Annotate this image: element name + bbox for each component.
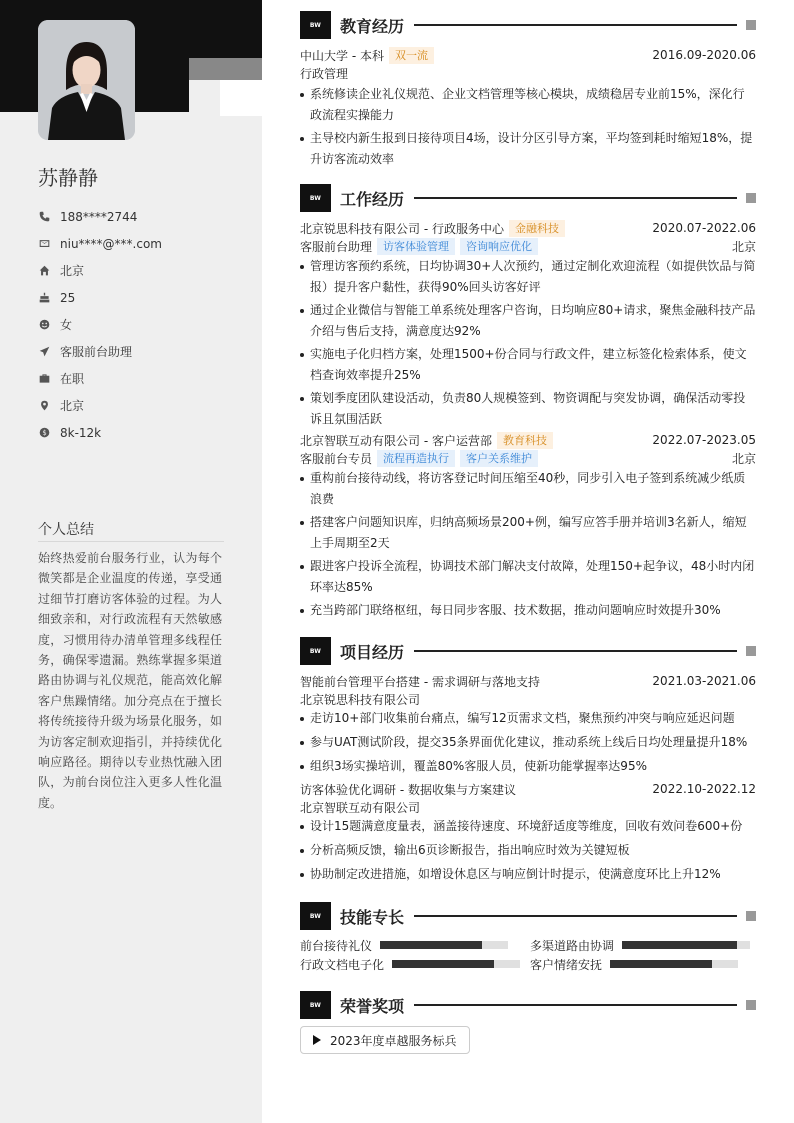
section-skills-header: [300, 902, 756, 930]
contact-position: [38, 338, 162, 365]
skill-item: [300, 936, 508, 954]
work-industry-tag: 金融科技: [509, 220, 565, 237]
gender-icon: [38, 319, 50, 331]
work-industry-tag: 教育科技: [497, 432, 553, 449]
skill-name: 前台接待礼仪: [300, 938, 373, 953]
contact-home-text: 北京: [60, 264, 85, 278]
project-bullet: 参与UAT测试阶段，提交35条界面优化建议，推动系统上线后日均处理量提升18%: [300, 732, 756, 753]
section-badge: BW: [300, 184, 331, 212]
portrait-illustration: [38, 20, 135, 140]
skill-name: 行政文档电子化: [300, 957, 385, 972]
project-bullet: 走访10+部门收集前台痛点，编写12页需求文档，聚焦预约冲突与响应延迟问题: [300, 708, 756, 729]
work-city: 北京: [731, 451, 756, 466]
contact-salary: [38, 419, 162, 446]
section-square: [746, 193, 756, 203]
section-project-header: [300, 637, 756, 665]
work-bullet: 重构前台接待动线，将访客登记时间压缩至40秒，同步引入电子签到系统减少纸质浪费: [300, 468, 756, 509]
project-bullet: 设计15题满意度量表，涵盖接待速度、环境舒适度等维度，回收有效问卷600+份: [300, 816, 756, 837]
education-bullet: 系统修读企业礼仪规范、企业文档管理等核心模块，成绩稳居专业前15%，深化行政流程实操能力: [300, 84, 756, 125]
contact-status-text: 在职: [60, 372, 85, 386]
skill-bar: [622, 941, 750, 949]
section-divider: [414, 24, 737, 26]
work-entry-1: [300, 219, 756, 432]
work-skill-tag: 访客体验管理: [377, 238, 455, 255]
work-bullet: 充当跨部门联络枢纽，每日同步客服、技术数据，推动问题响应时效提升30%: [300, 600, 756, 621]
work-skill-tag: 流程再造执行: [377, 450, 455, 467]
svg-text:$: $: [41, 428, 47, 437]
contact-email: [38, 230, 162, 257]
contact-gender-text: 女: [60, 318, 73, 332]
contact-list: [38, 203, 162, 446]
project-company: 北京智联互动有限公司: [300, 800, 421, 815]
section-divider: [414, 1004, 737, 1006]
cake-icon: [38, 292, 50, 304]
section-awards-header: [300, 991, 756, 1019]
project-date: 2021.03-2021.06: [652, 674, 756, 688]
skill-bar: [610, 960, 738, 968]
section-divider: [414, 197, 737, 199]
send-icon: [38, 346, 50, 358]
section-square: [746, 646, 756, 656]
project-date: 2022.10-2022.12: [652, 782, 756, 796]
section-project-title: 项目经历: [340, 642, 405, 662]
skill-item: [300, 955, 520, 973]
work-entry-2: [300, 431, 756, 624]
skill-level-fill: [380, 941, 482, 949]
section-square: [746, 1000, 756, 1010]
summary-text: 始终热爱前台服务行业，认为每个微笑都是企业温度的传递，享受通过细节打磨访客体验的过程。为人细致亲和，对行政流程有天然敏感度，习惯用待办清单管理多线程任务，确保零遗漏。熟练掌握多渠道路由协调与礼仪规范，能高效化解客户焦躁情绪。加分亮点在于擅长将传统接待升级为场景化服务，如为访客定制欢迎指引，并持续优化响应路径。期待以专业热忱融入团队，为前台岗位注入更多人性化温度。: [38, 551, 222, 810]
section-badge: BW: [300, 637, 331, 665]
candidate-name: 苏静静: [38, 166, 98, 190]
work-bullet: 实施电子化归档方案，处理1500+份合同与行政文件，建立标签化检索体系，使文档查询效率提升25%: [300, 344, 756, 385]
work-bullet: 跟进客户投诉全流程，协调技术部门解决支付故障，处理150+起争议，48小时内闭环率达85%: [300, 556, 756, 597]
skill-item: [530, 936, 750, 954]
summary-title: 个人总结: [38, 519, 224, 542]
work-skill-tag: 咨询响应优化: [460, 238, 538, 255]
work-role: 客服前台助理: [300, 239, 373, 254]
education-entry: [300, 46, 756, 172]
project-bullet: 协助制定改进措施，如增设休息区与响应倒计时提示，使满意度环比上升12%: [300, 864, 756, 885]
section-badge: BW: [300, 11, 331, 39]
section-education-title: 教育经历: [340, 16, 405, 36]
skill-bar: [392, 960, 520, 968]
section-skills-title: 技能专长: [340, 907, 405, 927]
award-item: [300, 1026, 470, 1054]
contact-location-text: 北京: [60, 399, 85, 413]
contact-position-text: 客服前台助理: [60, 345, 133, 359]
project-bullet: 分析高频反馈，输出6页诊断报告，指出响应时效为关键短板: [300, 840, 756, 861]
work-bullet: 搭建客户问题知识库，归纳高频场景200+例，编写应答手册并培训3名新人，缩短上手周期至2天: [300, 512, 756, 553]
section-square: [746, 20, 756, 30]
contact-status: [38, 365, 162, 392]
email-icon: [38, 238, 50, 250]
project-entry-2: [300, 780, 756, 888]
play-triangle-icon: [313, 1035, 321, 1045]
skill-item: [530, 955, 738, 973]
education-bullet: 主导校内新生报到日接待项目4场，设计分区引导方案，平均签到耗时缩短18%，提升访客流动效率: [300, 128, 756, 169]
contact-home: [38, 257, 162, 284]
phone-icon: [38, 211, 50, 223]
skill-bar: [380, 941, 508, 949]
skill-level-fill: [392, 960, 494, 968]
work-city: 北京: [731, 239, 756, 254]
section-badge: BW: [300, 902, 331, 930]
project-company: 北京锐思科技有限公司: [300, 692, 421, 707]
section-work-header: [300, 184, 756, 212]
contact-age: [38, 284, 162, 311]
contact-age-text: 25: [60, 290, 76, 305]
work-company: 北京锐思科技有限公司 - 行政服务中心: [300, 221, 504, 236]
profile-photo: [38, 20, 135, 140]
project-entry-1: [300, 672, 756, 780]
skill-name: 多渠道路由协调: [530, 938, 615, 953]
education-tag: 双一流: [389, 47, 434, 64]
briefcase-icon: [38, 373, 50, 385]
contact-phone: [38, 203, 162, 230]
skill-level-fill: [622, 941, 737, 949]
project-bullet: 组织3场实操培训，覆盖80%客服人员，使新功能掌握率达95%: [300, 756, 756, 777]
section-education-header: [300, 11, 756, 39]
contact-email-text: niu****@***.com: [60, 236, 162, 251]
section-badge: BW: [300, 991, 331, 1019]
work-bullet: 策划季度团队建设活动，负责80人规模签到、物资调配与突发协调，确保活动零投诉且氛围活跃: [300, 388, 756, 429]
section-divider: [414, 915, 737, 917]
section-work-title: 工作经历: [340, 189, 405, 209]
contact-gender: [38, 311, 162, 338]
contact-location: [38, 392, 162, 419]
award-text: 2023年度卓越服务标兵: [330, 1033, 457, 1048]
skill-name: 客户情绪安抚: [530, 957, 603, 972]
header-decoration-gray: [189, 58, 262, 80]
work-date: 2020.07-2022.06: [652, 221, 756, 235]
section-divider: [414, 650, 737, 652]
work-bullet: 通过企业微信与智能工单系统处理客户咨询，日均响应80+请求，聚焦金融科技产品介绍与售后支持，满意度达92%: [300, 300, 756, 341]
contact-salary-text: 8k-12k: [60, 425, 102, 440]
work-date: 2022.07-2023.05: [652, 433, 756, 447]
skill-level-fill: [610, 960, 712, 968]
home-icon: [38, 265, 50, 277]
contact-phone-text: 188****2744: [60, 209, 138, 224]
salary-icon: [38, 427, 50, 439]
section-square: [746, 911, 756, 921]
work-company: 北京智联互动有限公司 - 客户运营部: [300, 433, 492, 448]
work-bullet: 管理访客预约系统，日均协调30+人次预约，通过定制化欢迎流程（如提供饮品与简报）提升客户黏性，获得90%回头访客好评: [300, 256, 756, 297]
education-major: 行政管理: [300, 66, 349, 81]
education-school: 中山大学 - 本科: [300, 48, 384, 63]
section-awards-title: 荣誉奖项: [340, 996, 405, 1016]
work-role: 客服前台专员: [300, 451, 373, 466]
header-decoration-white: [220, 80, 262, 116]
work-skill-tag: 客户关系维护: [460, 450, 538, 467]
education-date: 2016.09-2020.06: [652, 48, 756, 62]
project-title: 访客体验优化调研 - 数据收集与方案建议: [300, 782, 516, 797]
location-icon: [38, 400, 50, 412]
project-title: 智能前台管理平台搭建 - 需求调研与落地支持: [300, 674, 540, 689]
